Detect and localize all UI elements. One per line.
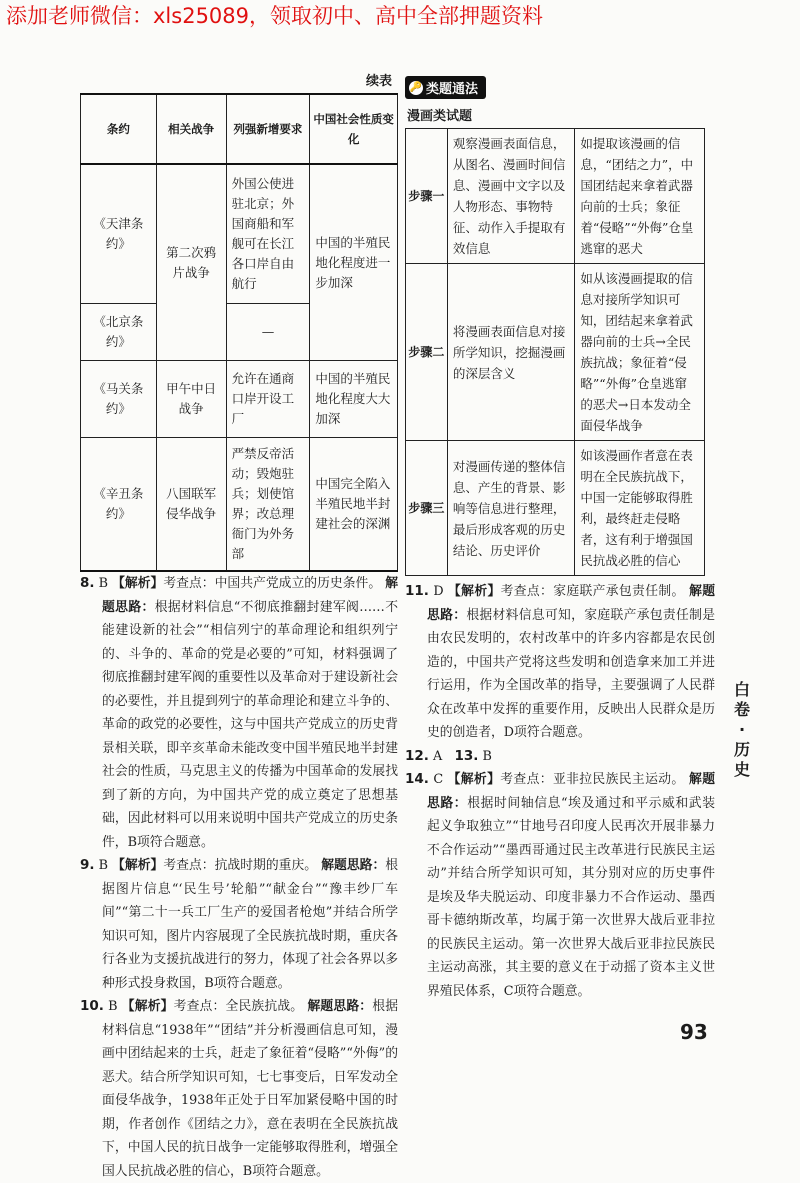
step-action: 观察漫画表面信息，从图名、漫画时间信息、漫画中文字以及人物形态、事物特征、动作入手提取有效信息 — [447, 129, 575, 264]
answer-9: 9. B 【解析】考查点：抗战时期的重庆。 解题思路：根据图片信息“‘民生号’轮船”“献金台”“豫丰纱厂车间”“第二十一兵工厂生产的爱国者枪炮”并结合所学知识可知，图片内容展现了全民族抗战时期，重庆各行各业为支援抗战进行的努力，体现了社会各界以多种形式投身救国，B项符合题意。 — [80, 857, 399, 991]
step-label: 步骤三 — [406, 441, 448, 576]
answer-11: 11. D 【解析】考查点：家庭联产承包责任制。 解题思路：根据材料信息可知，家庭联产承包责任制是由农民发明的，农村改革中的许多内容都是农民创造的，中国共产党将这些发明和创造拿来加工并进行运用，作为全国改革的指导，主要强调了人民群众在改革中发挥的重要作用，反映出人民群众是历史的创造者，D项符合题意。 — [405, 583, 716, 740]
answer-8: 8. B 【解析】考查点：中国共产党成立的历史条件。 解题思路：根据材料信息“不彻底推翻封建军阀……不能建设新的社会”“相信列宁的革命理论和组织列宁的、斗争的、革命的党是必要的”可知，材料强调了彻底推翻封建军阀的重要性以及革命对于建设新社会的必要性，并且提到列宁的革命理论和建立斗争的、革命的政党的必要性，这与中国共产党成立的历史背景相关联，即辛亥革命未能改变中国半殖民地半封建社会的性质，马克思主义的传播为中国革命的发展找到了新的方向，为中国共产党的成立奠定了思想基础，因此材料可以用来说明中国共产党成立的历史条件，B项符合题意。 — [80, 575, 399, 850]
left-column — [80, 70, 399, 1179]
cell-treaty: 《天津条约》 — [81, 164, 157, 304]
cell-war: 甲午中日战争 — [156, 361, 226, 438]
treaty-table — [80, 93, 398, 572]
cell-change: 中国的半殖民地化程度进一步加深 — [310, 164, 398, 361]
answers-right — [405, 580, 715, 1003]
cell-change: 中国完全陷入半殖民地半封建社会的深渊 — [310, 438, 398, 572]
col-header-war: 相关战争 — [156, 94, 226, 164]
method-tag: 🔑 类题通法 — [405, 76, 486, 99]
method-subtitle: 漫画类试题 — [407, 109, 473, 124]
answers-left — [80, 572, 399, 1179]
cell-demand: 外国公使进驻北京；外国商船和军舰可在长江各口岸自由航行 — [226, 164, 310, 304]
cell-war: 第二次鸦片战争 — [156, 164, 226, 361]
key-icon: 🔑 — [409, 81, 423, 93]
right-column — [405, 72, 715, 1003]
step-example: 如该漫画作者意在表明在全民族抗战下，中国一定能够取得胜利，最终赶走侵略者，这有利于增强国民抗战必胜的信心 — [575, 441, 705, 576]
step-action: 对漫画传递的整体信息、产生的背景、影响等信息进行整理，最后形成客观的历史结论、历史评价 — [447, 441, 575, 576]
table-row — [406, 264, 705, 441]
table-row — [81, 164, 398, 304]
step-label: 步骤一 — [406, 129, 448, 264]
method-steps-table — [405, 128, 705, 576]
step-label: 步骤二 — [406, 264, 448, 441]
col-header-change: 中国社会性质变化 — [310, 94, 398, 164]
table-row — [406, 441, 705, 576]
cell-demand: — — [226, 304, 310, 361]
cell-treaty: 《北京条约》 — [81, 304, 157, 361]
table-row — [406, 129, 705, 264]
table-continued-label: 续表 — [365, 74, 392, 89]
col-header-demand: 列强新增要求 — [226, 94, 310, 164]
answer-10: 10. B 【解析】考查点：全民族抗战。 解题思路：根据材料信息“1938年”“团结”并分析漫画信息可知，漫画中团结起来的士兵，赶走了象征着“侵略”“外侮”的恶犬。结合所学知识可知，七七事变后，日军发动全面侵华战争，1938年正处于日军加紧侵略中国的时期，作者创作《团结之力》，意在表明在全民族抗战下，中国人民的抗日战争一定能够取得胜利，增强全国人民抗战必胜的信心，B项符合题意。 — [80, 998, 399, 1179]
step-example: 如提取该漫画的信息，“团结之力”，中国团结起来拿着武器向前的士兵；象征着“侵略”“外侮”仓皇逃窜的恶犬 — [575, 129, 705, 264]
cell-war: 八国联军侵华战争 — [156, 438, 226, 572]
table-row — [81, 361, 398, 438]
cell-change: 中国的半殖民地化程度大大加深 — [310, 361, 398, 438]
table-row — [81, 438, 398, 572]
cell-demand: 严禁反帝活动；毁炮驻兵；划使馆界；改总理衙门为外务部 — [226, 438, 310, 572]
answer-12-13: 12. A 13. B — [405, 747, 492, 764]
step-action: 将漫画表面信息对接所学知识，挖掘漫画的深层含义 — [447, 264, 575, 441]
cell-demand: 允许在通商口岸开设工厂 — [226, 361, 310, 438]
col-header-treaty: 条约 — [81, 94, 157, 164]
page-number: 93 — [680, 1020, 708, 1044]
promo-banner: 添加老师微信：xls25089，领取初中、高中全部押题资料 — [6, 4, 544, 28]
cell-treaty: 《辛丑条约》 — [81, 438, 157, 572]
answer-14: 14. C 【解析】考查点：亚非拉民族民主运动。 解题思路：根据时间轴信息“埃及通过和平示威和武装起义争取独立”“甘地号召印度人民再次开展非暴力不合作运动”“墨西哥通过民主改革进行民族民主运动”并结合所学知识可知，其分别对应的历史事件是埃及华夫脱运动、印度非暴力不合作运动、墨西哥卡德纳斯改革，均属于第一次世界大战后亚非拉的民族民主运动。第一次世界大战后亚非拉民族民主运动高涨，其主要的意义在于动摇了资本主义世界殖民体系，C项符合题意。 — [405, 771, 716, 999]
step-example: 如从该漫画提取的信息对接所学知识可知，团结起来拿着武器向前的士兵→全民族抗战；象征着“侵略”“外侮”仓皇逃窜的恶犬→日本发动全面侵华战争 — [575, 264, 705, 441]
side-section-label: 白 卷 · 历 史 — [733, 680, 750, 779]
cell-treaty: 《马关条约》 — [81, 361, 157, 438]
